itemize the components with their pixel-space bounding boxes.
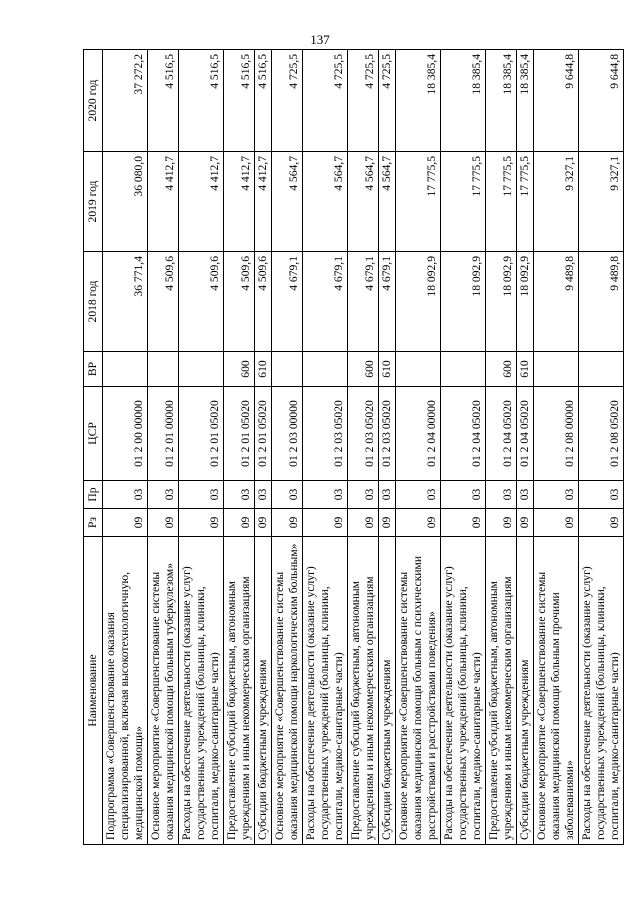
cell-name: Основное мероприятие «Совершенствование системы оказания медицинской помощи больным туберкулезом»: [148, 537, 179, 845]
cell-2018: 18 092,9: [517, 252, 534, 352]
budget-table: [83, 49, 624, 845]
table-row: [272, 50, 303, 845]
cell-2018: 4 509,6: [179, 252, 224, 352]
cell-2019: 9 327,1: [534, 152, 579, 252]
cell-2020: 9 644,8: [579, 50, 624, 152]
cell-pr: 03: [224, 481, 255, 509]
cell-2020: 18 385,4: [486, 50, 517, 152]
cell-pr: 03: [534, 481, 579, 509]
cell-2018: 9 489,8: [579, 252, 624, 352]
table-row: [579, 50, 624, 845]
cell-vr: 600: [224, 352, 255, 387]
cell-vr: 600: [486, 352, 517, 387]
cell-2020: 9 644,8: [534, 50, 579, 152]
cell-csr: 01 2 04 05020: [441, 387, 486, 481]
cell-rz: 09: [348, 509, 379, 537]
cell-name: Субсидии бюджетным учреждениям: [379, 537, 396, 845]
cell-rz: 09: [224, 509, 255, 537]
cell-2019: 4 564,7: [348, 152, 379, 252]
table-row: [148, 50, 179, 845]
cell-2018: 4 509,6: [224, 252, 255, 352]
cell-2018: 18 092,9: [486, 252, 517, 352]
cell-2019: 17 775,5: [441, 152, 486, 252]
cell-name: Субсидии бюджетным учреждениям: [255, 537, 272, 845]
cell-name: Расходы на обеспечение деятельности (оказание услуг) государственных учреждений (больницы, клиники, госпитали, медико-санитарные части): [179, 537, 224, 845]
cell-pr: 03: [348, 481, 379, 509]
header-2019: 2019 год: [84, 152, 103, 252]
cell-name: Расходы на обеспечение деятельности (оказание услуг) государственных учреждений (больницы, клиники, госпитали, медико-санитарные части): [441, 537, 486, 845]
cell-csr: 01 2 03 05020: [379, 387, 396, 481]
rotated-table-container: [83, 50, 621, 845]
table-row: [348, 50, 379, 845]
cell-rz: 09: [534, 509, 579, 537]
cell-pr: 03: [255, 481, 272, 509]
cell-2018: 4 679,1: [272, 252, 303, 352]
cell-2020: 37 272,2: [103, 50, 148, 152]
header-2020: 2020 год: [84, 50, 103, 152]
table-header: [84, 50, 103, 845]
cell-rz: 09: [103, 509, 148, 537]
table-row: [486, 50, 517, 845]
cell-name: Субсидии бюджетным учреждениям: [517, 537, 534, 845]
header-pr: Пр: [84, 481, 103, 509]
cell-csr: 01 2 08 00000: [534, 387, 579, 481]
cell-pr: 03: [379, 481, 396, 509]
cell-2020: 4 516,5: [148, 50, 179, 152]
header-csr: ЦСР: [84, 387, 103, 481]
cell-csr: 01 2 01 00000: [148, 387, 179, 481]
cell-2020: 18 385,4: [396, 50, 441, 152]
cell-csr: 01 2 03 05020: [303, 387, 348, 481]
header-name: Наименование: [84, 537, 103, 845]
cell-2020: 4 725,5: [303, 50, 348, 152]
cell-vr: [179, 352, 224, 387]
table-row: [517, 50, 534, 845]
cell-rz: 09: [441, 509, 486, 537]
cell-rz: 09: [148, 509, 179, 537]
cell-pr: 03: [441, 481, 486, 509]
table-row: [179, 50, 224, 845]
cell-2019: 4 564,7: [303, 152, 348, 252]
cell-2018: 4 679,1: [379, 252, 396, 352]
cell-2020: 4 516,5: [224, 50, 255, 152]
cell-name: Основное мероприятие «Совершенствование системы оказания медицинской помощи больным прочими заболеваниями»: [534, 537, 579, 845]
cell-vr: 610: [379, 352, 396, 387]
cell-2020: 4 725,5: [272, 50, 303, 152]
cell-name: Расходы на обеспечение деятельности (оказание услуг) государственных учреждений (больницы, клиники, госпитали, медико-санитарные части): [579, 537, 624, 845]
header-vr: ВР: [84, 352, 103, 387]
cell-rz: 09: [486, 509, 517, 537]
table-row: [224, 50, 255, 845]
cell-pr: 03: [179, 481, 224, 509]
cell-2019: 36 080,0: [103, 152, 148, 252]
table-row: [441, 50, 486, 845]
header-rz: Рз: [84, 509, 103, 537]
cell-pr: 03: [517, 481, 534, 509]
cell-2019: 4 412,7: [148, 152, 179, 252]
cell-2019: 17 775,5: [517, 152, 534, 252]
cell-2019: 4 564,7: [272, 152, 303, 252]
cell-2020: 4 516,5: [179, 50, 224, 152]
cell-pr: 03: [486, 481, 517, 509]
cell-vr: [148, 352, 179, 387]
cell-name: Предоставление субсидий бюджетным, автономным учреждениям и иным некоммерческим организациям: [348, 537, 379, 845]
table-row: [303, 50, 348, 845]
cell-vr: 610: [255, 352, 272, 387]
cell-name: Основное мероприятие «Совершенствование системы оказания медицинской помощи наркологическим больным»: [272, 537, 303, 845]
cell-2019: 4 412,7: [179, 152, 224, 252]
cell-pr: 03: [148, 481, 179, 509]
cell-csr: 01 2 08 05020: [579, 387, 624, 481]
cell-vr: [441, 352, 486, 387]
cell-pr: 03: [579, 481, 624, 509]
cell-2019: 9 327,1: [579, 152, 624, 252]
cell-rz: 09: [517, 509, 534, 537]
cell-2019: 17 775,5: [396, 152, 441, 252]
table-row: [534, 50, 579, 845]
table-row: [103, 50, 148, 845]
cell-name: Предоставление субсидий бюджетным, автономным учреждениям и иным некоммерческим организациям: [224, 537, 255, 845]
cell-name: Предоставление субсидий бюджетным, автономным учреждениям и иным некоммерческим организациям: [486, 537, 517, 845]
cell-2020: 18 385,4: [441, 50, 486, 152]
cell-vr: [579, 352, 624, 387]
cell-vr: [272, 352, 303, 387]
cell-vr: [534, 352, 579, 387]
cell-2018: 18 092,9: [396, 252, 441, 352]
cell-2020: 4 725,5: [348, 50, 379, 152]
cell-2018: 36 771,4: [103, 252, 148, 352]
cell-2018: 4 509,6: [255, 252, 272, 352]
cell-vr: [303, 352, 348, 387]
cell-2020: 4 725,5: [379, 50, 396, 152]
header-2018: 2018 год: [84, 252, 103, 352]
table-row: [255, 50, 272, 845]
table-row: [379, 50, 396, 845]
cell-vr: 610: [517, 352, 534, 387]
cell-vr: 600: [348, 352, 379, 387]
cell-2018: 4 509,6: [148, 252, 179, 352]
cell-2020: 18 385,4: [517, 50, 534, 152]
cell-csr: 01 2 01 05020: [255, 387, 272, 481]
cell-rz: 09: [255, 509, 272, 537]
cell-csr: 01 2 04 05020: [517, 387, 534, 481]
cell-pr: 03: [272, 481, 303, 509]
cell-rz: 09: [303, 509, 348, 537]
cell-name: Подпрограмма «Совершенствование оказания специализированной, включая высокотехнологичную, медицинской помощи»: [103, 537, 148, 845]
cell-vr: [396, 352, 441, 387]
cell-rz: 09: [272, 509, 303, 537]
cell-2019: 4 412,7: [224, 152, 255, 252]
cell-2018: 4 679,1: [348, 252, 379, 352]
cell-pr: 03: [396, 481, 441, 509]
page-number: 137: [310, 32, 330, 47]
cell-2019: 4 412,7: [255, 152, 272, 252]
cell-csr: 01 2 01 05020: [179, 387, 224, 481]
cell-csr: 01 2 03 05020: [348, 387, 379, 481]
cell-2018: 4 679,1: [303, 252, 348, 352]
cell-csr: 01 2 01 05020: [224, 387, 255, 481]
cell-rz: 09: [579, 509, 624, 537]
table-row: [396, 50, 441, 845]
cell-vr: [103, 352, 148, 387]
cell-rz: 09: [396, 509, 441, 537]
cell-2019: 4 564,7: [379, 152, 396, 252]
cell-csr: 01 2 00 00000: [103, 387, 148, 481]
cell-2018: 18 092,9: [441, 252, 486, 352]
cell-pr: 03: [303, 481, 348, 509]
cell-2019: 17 775,5: [486, 152, 517, 252]
cell-csr: 01 2 04 05020: [486, 387, 517, 481]
cell-pr: 03: [103, 481, 148, 509]
cell-name: Расходы на обеспечение деятельности (оказание услуг) государственных учреждений (больницы, клиники, госпитали, медико-санитарные части): [303, 537, 348, 845]
table-body: [103, 50, 624, 845]
cell-rz: 09: [379, 509, 396, 537]
cell-2018: 9 489,8: [534, 252, 579, 352]
cell-name: Основное мероприятие «Совершенствование системы оказания медицинской помощи больным с психическими расстройствами и расстройствами поведения»: [396, 537, 441, 845]
header-row: [84, 50, 103, 845]
cell-csr: 01 2 03 00000: [272, 387, 303, 481]
cell-csr: 01 2 04 00000: [396, 387, 441, 481]
cell-rz: 09: [179, 509, 224, 537]
cell-2020: 4 516,5: [255, 50, 272, 152]
